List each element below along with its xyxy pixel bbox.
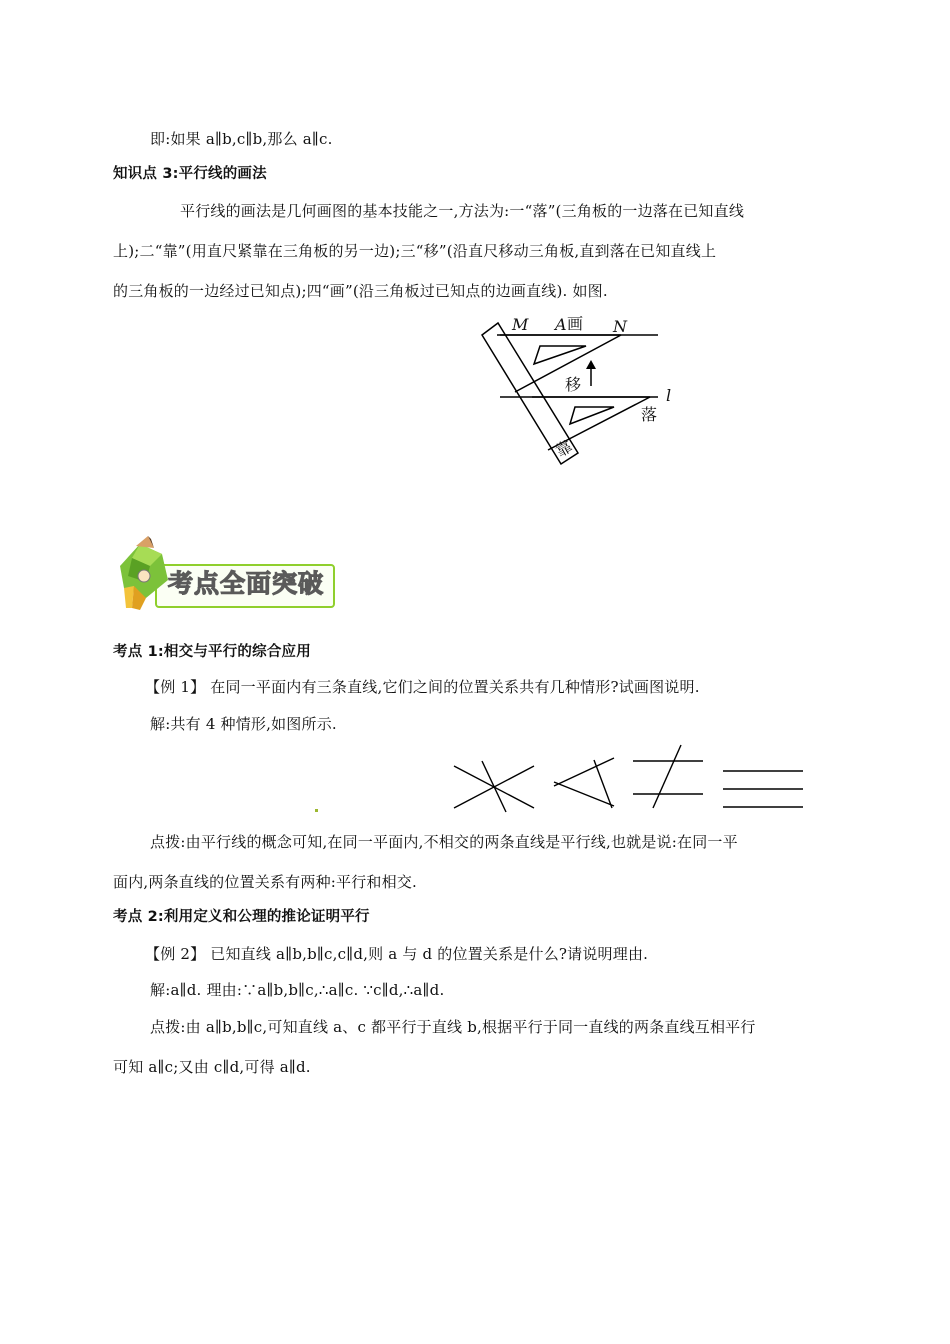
stray-dot	[315, 809, 318, 812]
label-l: l	[666, 386, 672, 405]
label-a: A	[555, 315, 567, 334]
label-yi: 移	[565, 375, 582, 394]
case1-line-b	[454, 766, 534, 808]
label-m: M	[512, 315, 529, 334]
exam-point-heading-2: 考点 2:利用定义和公理的推论证明平行	[113, 909, 370, 925]
triangle-lower-hole	[570, 407, 614, 424]
example-1: 【例 1】 在同一平面内有三条直线,它们之间的位置关系共有几种情形?试画图说明.	[145, 678, 700, 696]
case1-line-c	[482, 761, 506, 812]
label-hua: 画	[567, 314, 584, 333]
label-n: N	[613, 317, 628, 336]
case2-line-b	[554, 782, 614, 806]
move-arrow-head	[586, 360, 596, 369]
case2-line-c	[594, 760, 612, 808]
label-kao: 靠	[552, 436, 576, 461]
example-2: 【例 2】 已知直线 a∥b,b∥c,c∥d,则 a 与 d 的位置关系是什么?请说明理由.	[145, 945, 649, 963]
solution-2: 解:a∥d. 理由:∵a∥b,b∥c,∴a∥c. ∵c∥d,∴a∥d.	[150, 981, 445, 999]
section-banner	[110, 536, 336, 616]
paragraph-line-1: 平行线的画法是几何画图的基本技能之一,方法为:一“落”(三角板的一边落在已知直线	[180, 202, 745, 220]
section-heading-3: 知识点 3:平行线的画法	[113, 166, 267, 182]
label-luo: 落	[641, 405, 658, 424]
case3-line-c	[653, 745, 681, 808]
tip-1-line-2: 面内,两条直线的位置关系有两种:平行和相交.	[113, 873, 417, 891]
triangle-upper	[497, 335, 621, 392]
case1-line-a	[454, 766, 534, 808]
case2-line-a	[554, 758, 614, 786]
solution-1: 解:共有 4 种情形,如图所示.	[150, 715, 337, 733]
tip-1-line-1: 点拨:由平行线的概念可知,在同一平面内,不相交的两条直线是平行线,也就是说:在同一平	[150, 833, 738, 851]
paragraph-line-3: 的三角板的一边经过已知点);四“画”(沿三角板过已知点的边画直线). 如图.	[113, 282, 608, 300]
tip-2-line-1: 点拨:由 a∥b,b∥c,可知直线 a、c 都平行于直线 b,根据平行于同一直线的两条直线互相平行	[150, 1018, 756, 1036]
triangle-upper-hole	[534, 346, 586, 364]
banner-title: 考点全面突破	[168, 569, 325, 598]
exam-point-heading-1: 考点 1:相交与平行的综合应用	[113, 644, 311, 660]
statement-line: 即:如果 a∥b,c∥b,那么 a∥c.	[150, 130, 333, 148]
tip-2-line-2: 可知 a∥c;又由 c∥d,可得 a∥d.	[113, 1058, 311, 1076]
paragraph-line-2: 上);二“靠”(用直尺紧靠在三角板的另一边);三“移”(沿直尺移动三角板,直到落在已知直线上	[113, 242, 717, 260]
triangle-lower	[532, 397, 650, 450]
